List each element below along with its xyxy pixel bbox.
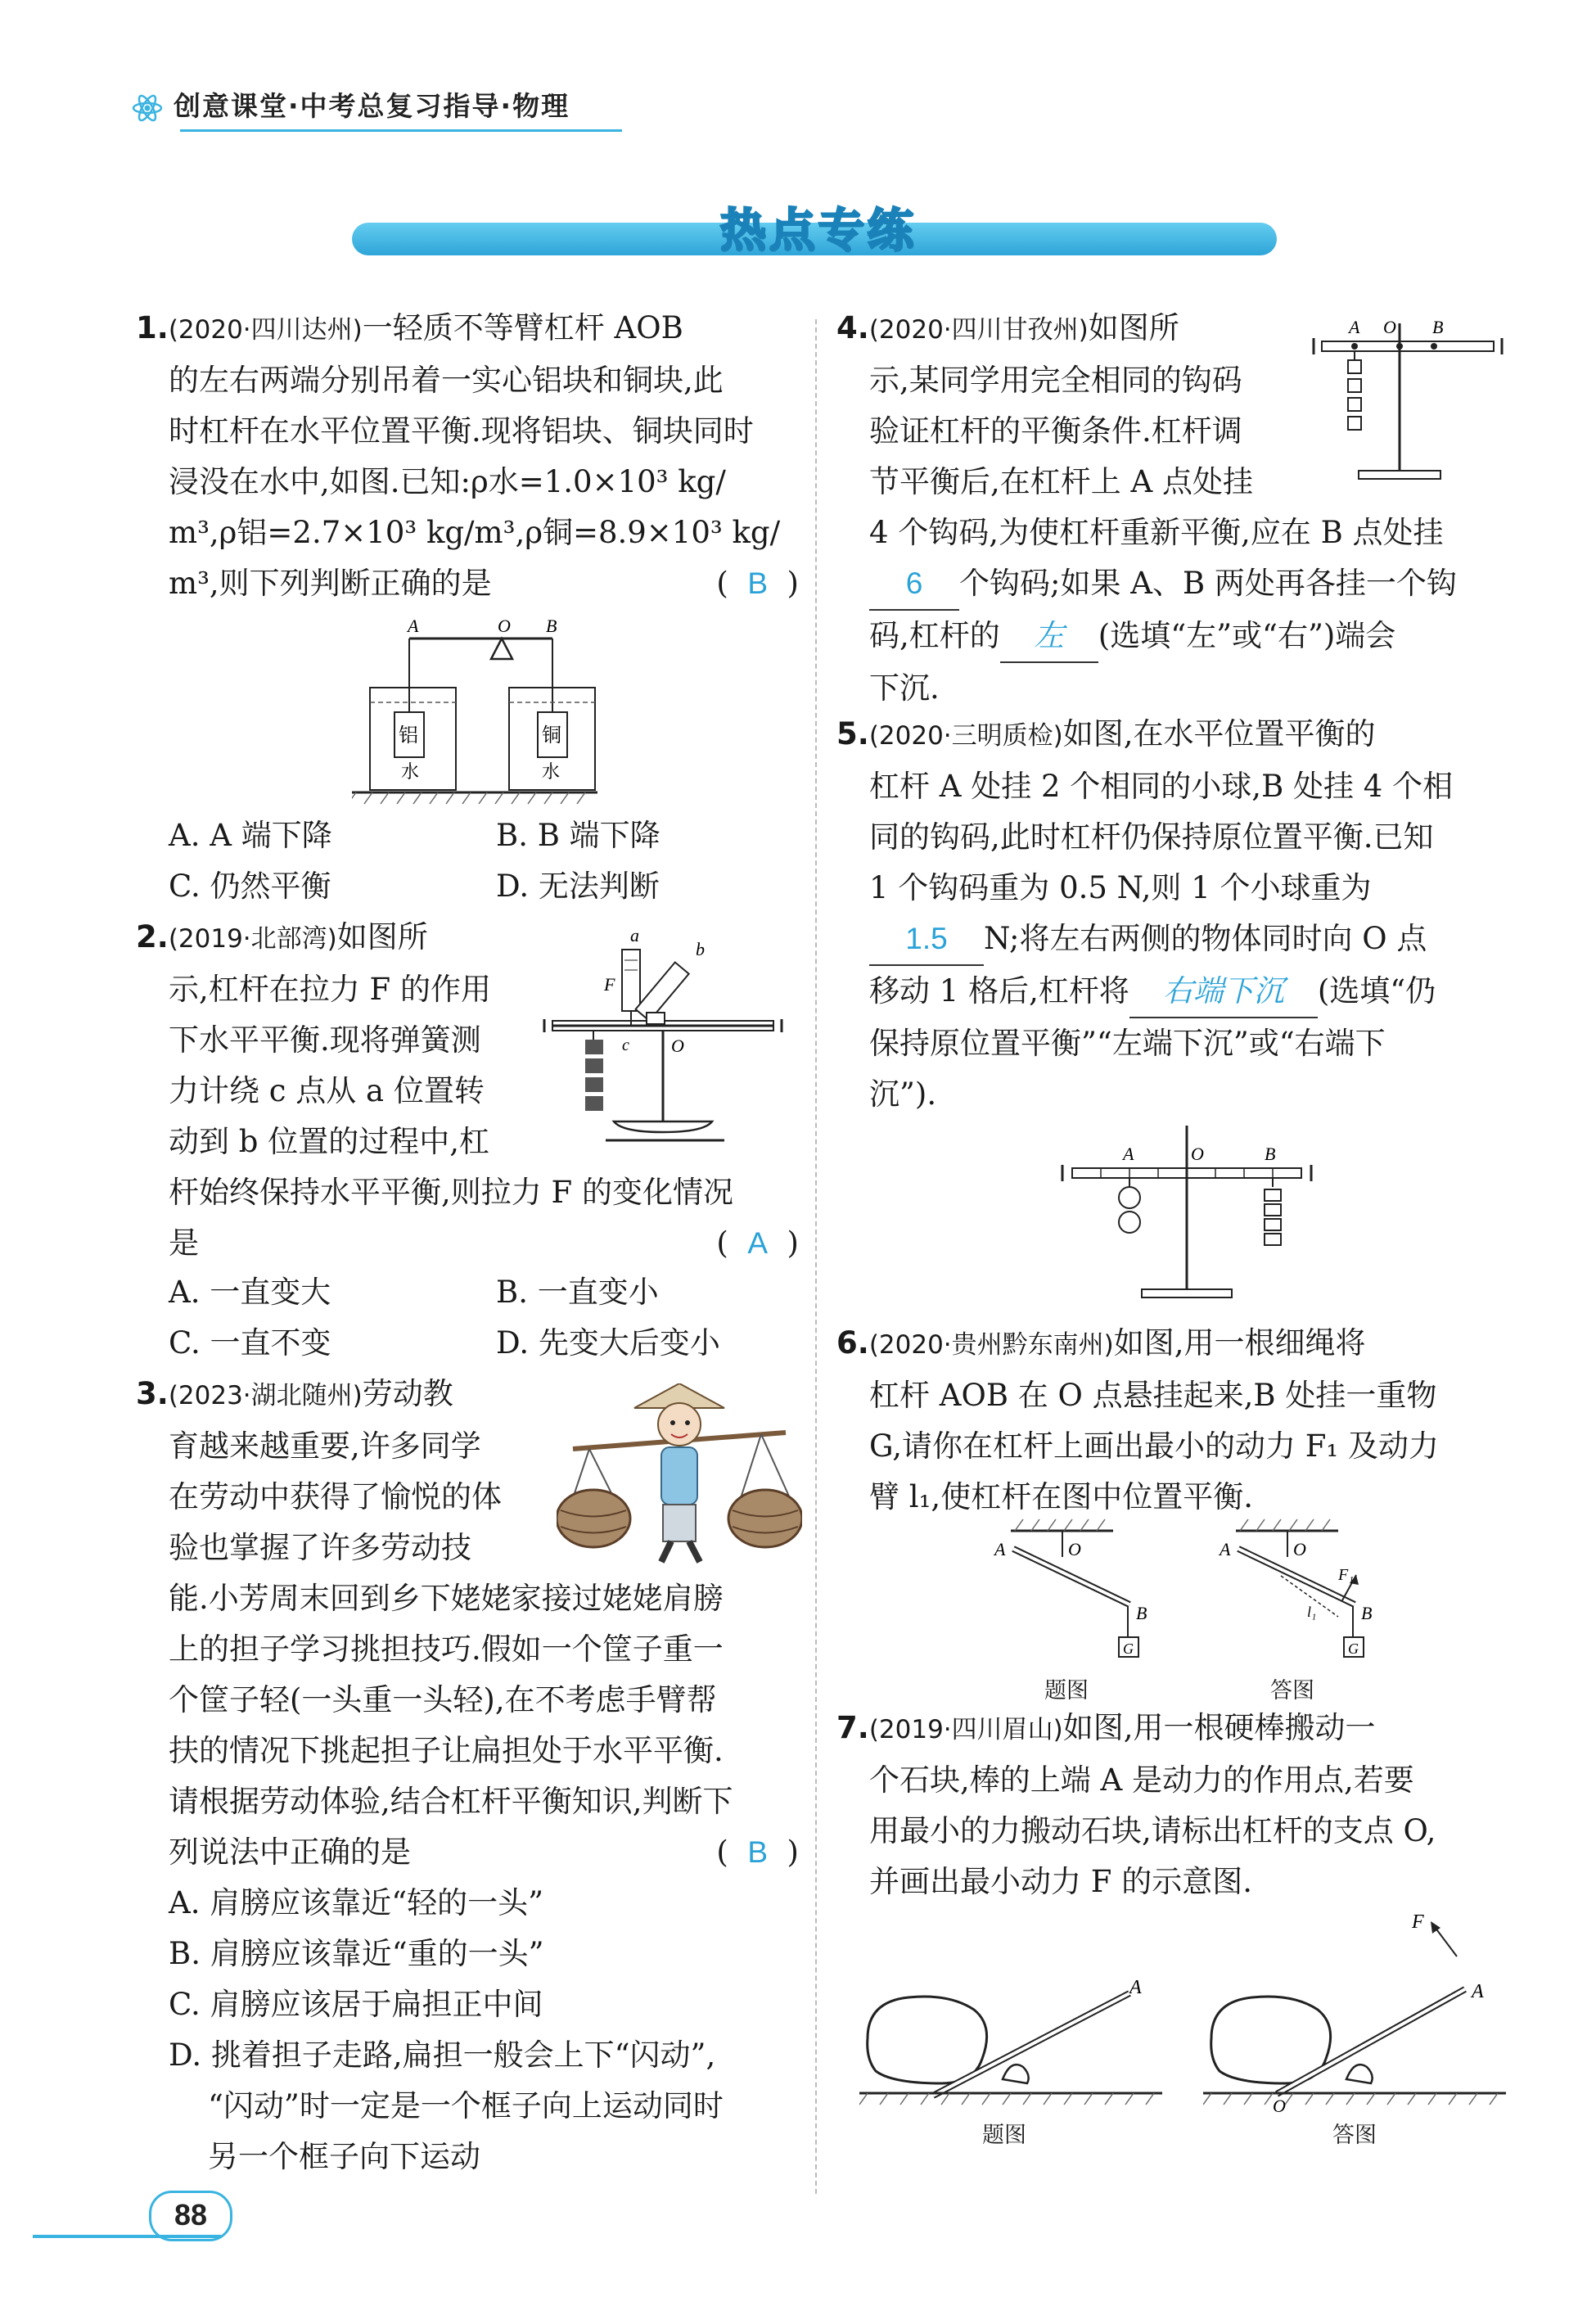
q3-answer: B [747,1835,769,1869]
question-5 [836,709,1508,1120]
q2-option-b: B. 一直变小 [496,1275,659,1310]
q4-line: 节平衡后,在杠杆上 A 点处挂 [869,464,1254,499]
q5-blank-2: 右端下沉 [1129,966,1318,1018]
q1-fig-label-b: B [546,616,557,636]
q3-line: 扶的情况下挑起担子让扁担处于水平平衡. [169,1733,724,1768]
q1-line: 时杠杆在水平位置平衡.现将铝块、铜块同时 [169,413,754,449]
q5-text: N;将左右两侧的物体同时向 O 点 [984,921,1427,956]
page-number: 88 [149,2191,232,2241]
q6-number: 6. [836,1325,869,1361]
q5-text: 移动 1 格后,杠杆将 [869,973,1129,1009]
q7-figure-answer [1203,1907,1506,2112]
q3-option-c: C. 肩膀应该居于扁担正中间 [169,1987,543,2022]
q5-line: 沉”). [869,1076,937,1112]
q2-answer: A [747,1226,769,1260]
q4-source: (2020·四川甘孜州) [868,315,1089,345]
q2-option-c: C. 一直不变 [169,1325,331,1361]
q4-line: 下沉. [869,670,940,706]
q2-fig-label-b: b [696,939,705,959]
q7-caption-answer: 答图 [1332,2123,1377,2148]
q4-line: 验证杠杆的平衡条件.杠杆调 [869,413,1242,449]
q5-line: 如图,在水平位置平衡的 [1062,716,1376,751]
q4-line: 示,某同学用完全相同的钩码 [869,363,1242,398]
q5-line: 同的钩码,此时杠杆仍保持原位置平衡.已知 [869,819,1434,855]
header-title: 创意课堂·中考总复习指导·物理 [174,90,570,122]
q7-caption-question: 题图 [982,2123,1026,2148]
q5-number: 5. [836,716,869,751]
q6-a-label-l1: l₁ [1307,1604,1317,1620]
q3-line: 在劳动中获得了愉悦的体 [169,1479,502,1514]
q7-number: 7. [836,1710,869,1745]
atom-icon [131,92,164,124]
q1-fig-label-o: O [498,616,511,636]
q2-source: (2019·北部湾) [168,924,337,954]
q6-a-label-g: G [1348,1640,1359,1657]
q5-line: 1 个钩码重为 0.5 N,则 1 个小球重为 [869,870,1372,905]
q7-line: 并画出最小动力 F 的示意图. [869,1864,1252,1899]
q2-fig-label-a: a [630,925,639,945]
q3-line: 育越来越重要,许多同学 [169,1428,481,1464]
q2-line: 如图所 [336,919,428,954]
q6-a-label-o: O [1293,1539,1306,1559]
q2-line: 动到 b 位置的过程中,杠 [169,1124,489,1159]
q2-number: 2. [136,919,169,954]
q2-answer-bracket: ( A ) [716,1225,799,1261]
q6-source: (2020·贵州黔东南州) [868,1330,1114,1360]
q4-figure [1310,315,1506,491]
q1-answer: B [747,566,769,600]
q1-fig-cu: 铜 [542,724,561,747]
q7-source: (2019·四川眉山) [868,1715,1063,1744]
question-6 [836,1318,1508,1523]
q1-option-d: D. 无法判断 [496,869,660,904]
q1-line: m³,则下列判断正确的是 [169,566,492,601]
q6-caption-answer: 答图 [1270,1678,1314,1704]
q2-figure [540,921,786,1154]
q6-line: 杠杆 AOB 在 O 点悬挂起来,B 处挂一重物 [869,1378,1437,1413]
q5-fig-label-b: B [1265,1144,1276,1164]
q1-option-a: A. A 端下降 [169,818,332,853]
q2-line: 下水平平衡.现将弹簧测 [169,1022,481,1058]
q7-figure-question [859,1961,1162,2108]
question-7 [836,1703,1508,1907]
q2-fig-label-o: O [671,1036,684,1056]
q5-fig-label-a: A [1123,1144,1134,1164]
q7-line: 如图,用一根硬棒搬动一 [1062,1710,1376,1745]
q5-fig-label-o: O [1191,1144,1204,1164]
q1-line: 的左右两端分别吊着一实心铝块和铜块,此 [169,363,724,398]
q1-line: 浸没在水中,如图.已知:ρ水=1.0×10³ kg/ [169,464,726,499]
q2-line: 力计绕 c 点从 a 位置转 [169,1073,485,1108]
q7-a-label-a: A [1472,1981,1484,2002]
q4-text: 码,杠杆的 [869,618,1000,653]
q3-line: 能.小芳周末回到乡下姥姥家接过姥姥肩膀 [169,1581,724,1616]
q5-figure [1056,1126,1318,1310]
question-1 [136,303,799,609]
q1-answer-bracket: ( B ) [716,566,799,601]
q3-option-b: B. 肩膀应该靠近“重的一头” [169,1936,544,1971]
q4-blank-2: 左 [1000,611,1098,663]
q7-a-label-o: O [1273,2096,1286,2112]
q5-line: 杠杆 A 处挂 2 个相同的小球,B 处挂 4 个相 [869,769,1454,804]
q1-number: 1. [136,310,169,345]
q2-line: 杆始终保持水平平衡,则拉力 F 的变化情况 [169,1175,733,1210]
q6-line: 臂 l₁,使杠杆在图中位置平衡. [869,1479,1253,1514]
q6-figure-question [990,1514,1170,1678]
q6-line: G,请你在杠杆上画出最小的动力 F₁ 及动力 [869,1428,1440,1464]
q4-fig-label-a: A [1349,317,1360,337]
q6-q-label-o: O [1068,1539,1081,1559]
q1-fig-label-a: A [408,616,419,636]
q3-option-a: A. 肩膀应该靠近“轻的一头” [169,1885,544,1920]
q5-text: (选填“仍 [1317,973,1436,1009]
q4-fig-label-b: B [1432,317,1444,337]
q5-blank-1: 1.5 [869,914,984,966]
q6-line: 如图,用一根细绳将 [1113,1325,1366,1361]
q7-line: 个石块,棒的上端 A 是动力的作用点,若要 [869,1762,1414,1798]
q4-blank-1: 6 [869,558,959,611]
q5-source: (2020·三明质检) [868,721,1063,751]
q1-fig-water-right: 水 [542,762,561,783]
q6-q-label-a: A [994,1539,1006,1559]
column-divider [815,319,817,2194]
q2-line: 是 [169,1225,199,1261]
q7-line: 用最小的力搬动石块,请标出杠杆的支点 O, [869,1813,1436,1848]
q1-line: m³,ρ铝=2.7×10³ kg/m³,ρ铜=8.9×10³ kg/ [169,515,781,550]
section-title: 热点专练 [720,205,917,258]
q3-line: 个筐子轻(一头重一头轻),在不考虑手臂帮 [169,1682,717,1717]
q6-figure-answer [1215,1514,1395,1678]
q1-option-c: C. 仍然平衡 [169,869,331,904]
q1-source: (2020·四川达州) [168,315,363,345]
q2-option-d: D. 先变大后变小 [496,1325,720,1361]
q7-a-label-f: F [1412,1911,1424,1933]
q4-number: 4. [836,310,869,345]
q2-option-a: A. 一直变大 [169,1275,331,1310]
q3-option-d-cont: “闪动”时一定是一个框子向上运动同时 [208,2088,724,2123]
q3-option-d-cont: 另一个框子向下运动 [208,2139,480,2174]
q3-illustration [557,1383,802,1568]
q6-q-label-g: G [1123,1640,1134,1657]
q4-text: (选填“左”或“右”)端会 [1098,618,1396,653]
q6-a-label-a: A [1220,1539,1231,1559]
q6-caption-question: 题图 [1044,1678,1089,1704]
q3-source: (2023·湖北随州) [168,1381,363,1410]
q2-line: 示,杠杆在拉力 F 的作用 [169,972,491,1007]
q5-line: 保持原位置平衡”“左端下沉”或“右端下 [869,1026,1386,1061]
q6-q-label-b: B [1136,1603,1147,1623]
q1-figure [352,614,597,810]
q1-fig-al: 铝 [399,724,418,747]
q4-line: 如图所 [1088,310,1179,345]
q3-number: 3. [136,1376,169,1411]
q2-fig-label-f: F [604,974,615,995]
q6-a-label-f1: F₁ [1338,1566,1355,1584]
q1-fig-water-left: 水 [401,762,420,783]
q3-line: 验也掌握了许多劳动技 [169,1530,471,1565]
q6-a-label-b: B [1361,1603,1373,1623]
q1-line: 一轻质不等臂杠杆 AOB [362,310,683,345]
q4-line: 4 个钩码,为使杠杆重新平衡,应在 B 点处挂 [869,515,1444,550]
q3-line: 劳动教 [362,1376,453,1411]
q3-line: 请根据劳动体验,结合杠杆平衡知识,判断下 [169,1784,733,1819]
q3-line: 列说法中正确的是 [169,1834,411,1870]
q4-text: 个钩码;如果 A、B 两处再各挂一个钩 [959,566,1457,601]
q1-option-b: B. B 端下降 [496,818,660,853]
q7-q-label-a: A [1129,1977,1142,1998]
q3-answer-bracket: ( B ) [716,1834,799,1870]
q2-fig-label-c: c [622,1036,629,1054]
q3-option-d: D. 挑着担子走路,扁担一般会上下“闪动”, [169,2038,716,2073]
q3-line: 上的担子学习挑担技巧.假如一个筐子重一 [169,1631,724,1667]
header-underline [180,129,622,132]
q4-fig-label-o: O [1383,317,1396,337]
